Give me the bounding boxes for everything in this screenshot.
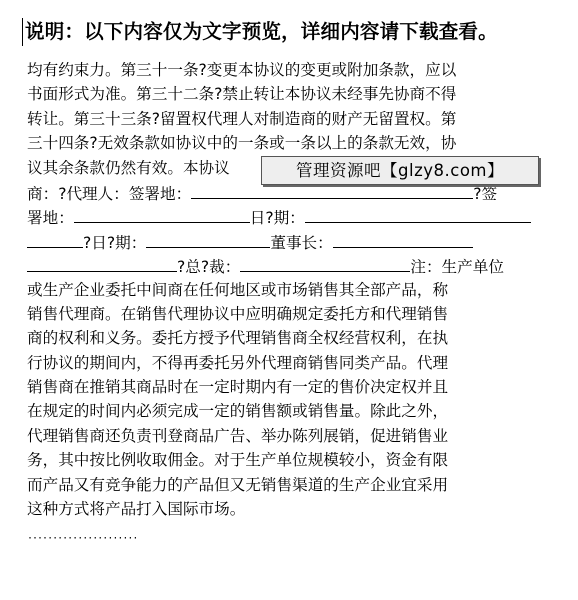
text-line: 销售代理商。在销售代理协议中应明确规定委托方和代理销售 [27, 304, 449, 323]
chairman-label: 董事长： [270, 233, 333, 252]
blank-field [240, 253, 410, 272]
blank-field [333, 229, 473, 248]
note-label: 注：生产单位 [410, 258, 504, 277]
date-label: 日?期： [249, 209, 305, 228]
text-line: 务，其中按比例收取佣金。对于生产单位规模较小，资金有限 [27, 451, 449, 470]
truncation-ellipsis: ······················ [27, 533, 138, 544]
text-line: 销售商在推销其商品时在一定时期内有一定的售价决定权并且 [27, 378, 449, 397]
document-body [27, 58, 553, 521]
text-line: 均有约束力。第三十一条?变更本协议的变更或附加条款，应以 [27, 61, 457, 79]
blank-field [305, 204, 531, 223]
blank-field [27, 229, 83, 248]
site-watermark-banner: 管理资源吧【glzy8.com】 [261, 156, 539, 185]
sign-place-label: 署地： [27, 209, 74, 228]
text-line: 在规定的时间内必须完成一定的销售额或销售量。除此之外， [27, 402, 449, 421]
text-line: 行协议的期间内，不得再委托另外代理商销售同类产品。代理 [27, 353, 449, 372]
text-line: 书面形式为准。第三十二条?禁止转让本协议未经事先协商不得 [27, 85, 457, 104]
date-label: ?日?期： [83, 233, 147, 252]
text-line: 三十四条?无效条款如协议中的一条或一条以上的条款无效，协 [27, 134, 457, 153]
text-line: 商的权利和义务。委托方授予代理销售商全权经营权利，在执 [27, 329, 449, 348]
text-line: 议其余条款仍然有效。本协议 [27, 158, 230, 177]
blank-field [74, 204, 250, 223]
agent-sign-label: 商：?代理人：签署地： [27, 184, 192, 203]
signature-line-2 [27, 204, 553, 228]
president-label: ?总?裁： [177, 258, 241, 277]
blank-field [146, 229, 270, 248]
text-line: 转让。第三十三条?留置权代理人对制造商的财产无留置权。第 [27, 109, 457, 128]
text-line: 而产品又有竞争能力的产品但又无销售渠道的生产企业宜采用 [27, 475, 449, 494]
text-line: 代理销售商还负责刊登商品广告、举办陈列展销，促进销售业 [27, 426, 449, 445]
signature-line-4 [27, 253, 553, 277]
text-line: 或生产企业委托中间商在任何地区或市场销售其全部产品，称 [27, 280, 449, 299]
sign-label: ?签 [473, 184, 498, 203]
signature-line-3 [27, 229, 553, 253]
text-line: 这种方式将产品打入国际市场。 [27, 500, 246, 519]
preview-notice: 说明：以下内容仅为文字预览，详细内容请下载查看。 [22, 18, 498, 46]
blank-field [27, 253, 177, 272]
